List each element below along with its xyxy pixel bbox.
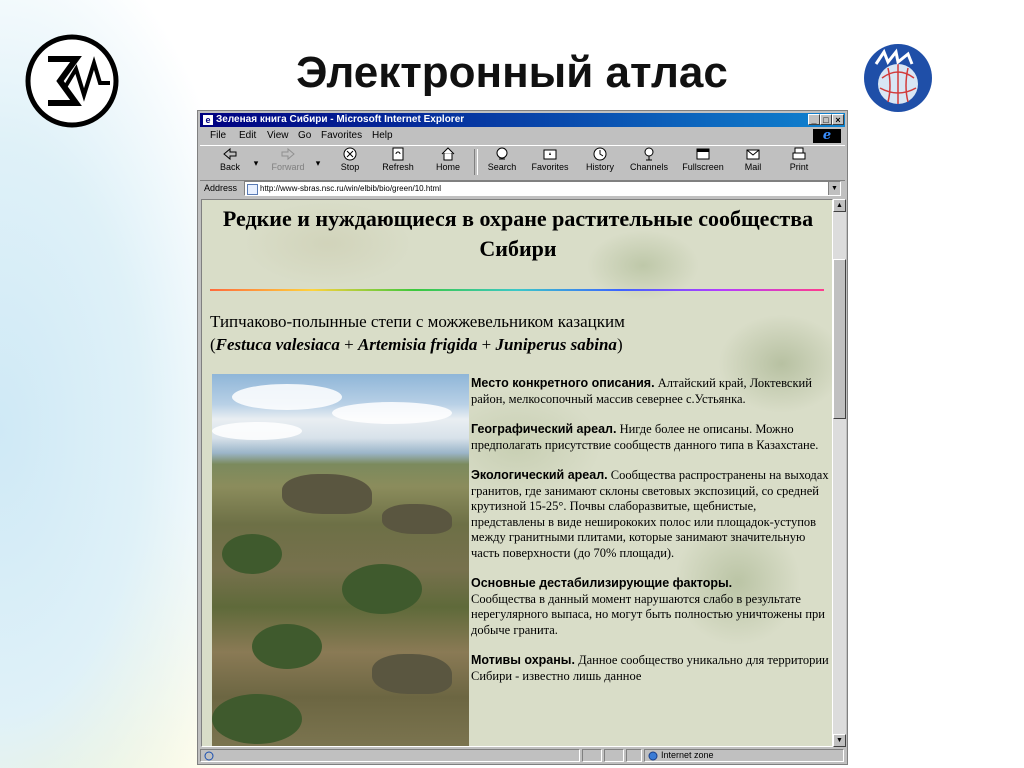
- menu-help[interactable]: Help: [372, 130, 393, 141]
- nsc-globe-logo: [862, 42, 934, 114]
- internet-zone-globe-icon: [648, 751, 658, 761]
- zone-pane: [644, 749, 844, 762]
- status-bar: [200, 749, 845, 763]
- history-icon: [592, 147, 608, 161]
- ie-app-icon: e: [203, 115, 213, 125]
- maximize-button[interactable]: □: [820, 114, 832, 125]
- back-button[interactable]: [212, 147, 248, 172]
- mail-icon: [745, 147, 761, 161]
- back-label: Back: [219, 162, 240, 172]
- search-icon: [494, 147, 510, 161]
- channels-icon: [641, 147, 657, 161]
- menu-go[interactable]: Go: [298, 130, 312, 141]
- favorites-icon: [542, 147, 558, 161]
- favorites-button[interactable]: [526, 147, 574, 172]
- window-title: Зеленая книга Сибири - Microsoft Internet Explorer: [216, 114, 465, 125]
- close-button[interactable]: ×: [832, 114, 844, 125]
- forward-dropdown[interactable]: ▾: [315, 158, 321, 168]
- print-icon: [791, 147, 807, 161]
- section-ecological-range: Экологический ареал. Сообщества распространены на выходах гранитов, где занимают склоны световых экспозиций, со средней крутизной 15-25°. Почвы слаборазвитые, щебнистые, представлены в виде неширококих полос или площадок-уступов между гранитными плитами, которые занимают значительную часть поверхности (до 70% площади).: [471, 468, 829, 560]
- home-icon: [440, 147, 456, 161]
- section-geographic-range: Географический ареал. Нигде более не описаны. Можно предполагать присутствие сообществ данного типа в Казахстане.: [471, 422, 819, 452]
- history-label: History: [585, 162, 614, 172]
- steppe-photo: [212, 374, 469, 747]
- history-button[interactable]: [580, 147, 620, 172]
- fullscreen-label: Fullscreen: [682, 162, 724, 172]
- description-text: [471, 376, 831, 699]
- menu-file[interactable]: File: [210, 130, 227, 141]
- forward-label: Forward: [271, 162, 305, 172]
- mail-label: Mail: [744, 162, 762, 172]
- ie-status-icon: [204, 751, 214, 761]
- menu-view[interactable]: View: [267, 130, 289, 141]
- refresh-icon: [390, 147, 406, 161]
- latin-name-3: Juniperus sabina: [495, 335, 617, 354]
- toolbar-separator: [474, 149, 478, 175]
- stop-label: Stop: [340, 162, 360, 172]
- address-label: Address: [204, 183, 238, 193]
- home-label: Home: [435, 162, 460, 172]
- home-button[interactable]: [428, 147, 468, 172]
- stop-icon: [342, 147, 358, 161]
- scroll-thumb[interactable]: [833, 259, 846, 419]
- refresh-button[interactable]: [376, 147, 420, 172]
- channels-button[interactable]: [626, 147, 672, 172]
- stop-button[interactable]: [332, 147, 368, 172]
- forward-arrow-icon: [280, 147, 296, 161]
- menu-bar: [200, 128, 845, 143]
- search-button[interactable]: [482, 147, 522, 172]
- menu-favorites[interactable]: Favorites: [321, 130, 363, 141]
- minimize-button[interactable]: _: [808, 114, 820, 125]
- mail-button[interactable]: [736, 147, 770, 172]
- toolbar: [200, 145, 845, 181]
- address-url: http://www-sbras.nsc.ru/win/elbib/bio/green/10.html: [260, 184, 441, 193]
- status-text-pane: [200, 749, 580, 762]
- rainbow-divider: [210, 289, 824, 291]
- refresh-label: Refresh: [382, 162, 414, 172]
- fullscreen-button[interactable]: [678, 147, 728, 172]
- channels-label: Channels: [629, 162, 669, 172]
- section-threats: Основные дестабилизирующие факторы. Сообщества в данный момент нарушаются слабо в результате нерегулярного выпаса, но могут быть полностью уничтожены при добыче гранита.: [471, 576, 825, 637]
- latin-name-2: Artemisia frigida: [357, 335, 478, 354]
- search-label: Search: [487, 162, 517, 172]
- community-title: Типчаково-полынные степи с можжевельником казацким (Festuca valesiaca + Artemisia frigida + Juniperus sabina): [210, 312, 625, 354]
- window-titlebar: [200, 113, 845, 127]
- section-protection-motives: Мотивы охраны. Данное сообщество уникально для территории Сибири - известно лишь данное: [471, 653, 829, 683]
- print-button[interactable]: [782, 147, 816, 172]
- latin-name-1: Festuca valesiaca: [215, 335, 340, 354]
- section-location: Место конкретного описания. Алтайский край, Локтевский район, мелкосопочный массив севернее с.Устьянка.: [471, 376, 812, 406]
- menu-edit[interactable]: Edit: [239, 130, 257, 141]
- browser-window: [197, 110, 848, 765]
- back-dropdown[interactable]: ▾: [253, 158, 259, 168]
- page-heading: Редкие и нуждающиеся в охране растительные сообщества Сибири: [222, 206, 814, 261]
- print-label: Print: [789, 162, 809, 172]
- forward-button[interactable]: [266, 147, 310, 172]
- community-title-ru: Типчаково-полынные степи с можжевельником казацким: [210, 312, 625, 331]
- address-input[interactable]: [244, 181, 841, 196]
- ie-logo-icon: e: [813, 129, 841, 143]
- fullscreen-icon: [695, 147, 711, 161]
- vertical-scrollbar[interactable]: [833, 199, 846, 747]
- page-content: [201, 199, 833, 747]
- address-dropdown-button[interactable]: ▼: [828, 182, 840, 195]
- zone-label: Internet zone: [661, 750, 714, 760]
- slide-title: Электронный атлас: [296, 48, 728, 97]
- back-arrow-icon: [222, 147, 238, 161]
- favorites-label: Favorites: [531, 162, 569, 172]
- page-icon: [247, 184, 258, 195]
- address-bar: [200, 181, 845, 197]
- scroll-down-button[interactable]: ▼: [833, 734, 846, 747]
- scroll-up-button[interactable]: ▲: [833, 199, 846, 212]
